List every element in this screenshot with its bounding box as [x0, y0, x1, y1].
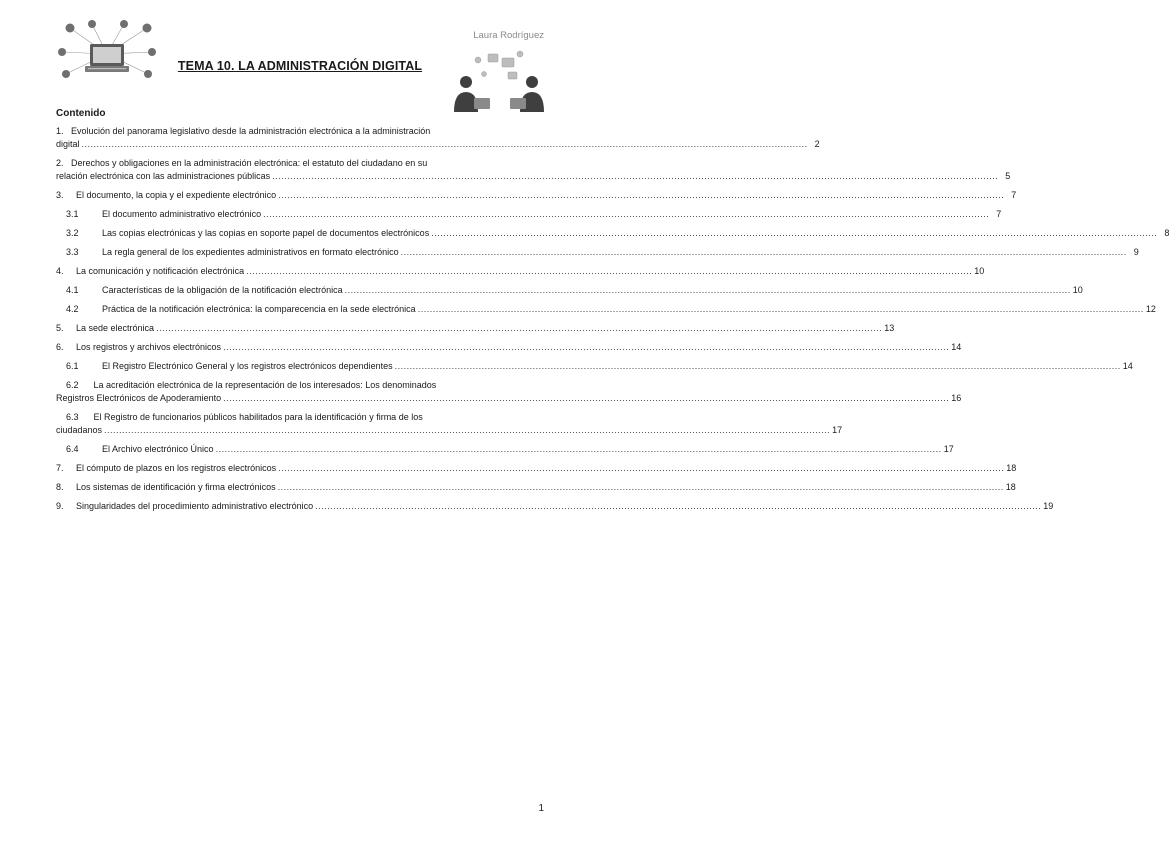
dot-leader	[223, 341, 949, 354]
toc-entry-6-3[interactable]	[56, 411, 843, 437]
toc-page-number: 19	[1043, 501, 1054, 511]
dot-leader	[395, 360, 1121, 373]
toc-page-number: 13	[884, 323, 895, 333]
dot-leader	[401, 246, 1127, 259]
toc-entry-7[interactable]	[56, 462, 1017, 475]
toc-page-number: 17	[943, 444, 954, 454]
toc-text: El documento administrativo electrónico	[102, 209, 262, 219]
toc-text: Evolución del panorama legislativo desde la administración electrónica a la administración	[71, 126, 431, 136]
table-of-contents	[56, 108, 1169, 519]
toc-number: 1.	[56, 126, 64, 136]
toc-number: 3.1	[66, 209, 79, 219]
toc-page-number: 18	[1005, 482, 1016, 492]
toc-text: Práctica de la notificación electrónica: la comparecencia en la sede electrónica	[102, 304, 416, 314]
toc-number: 6.3	[66, 412, 79, 422]
document-title: TEMA 10. LA ADMINISTRACIÓN DIGITAL	[177, 59, 423, 73]
toc-page-number: 14	[951, 342, 962, 352]
toc-page-number: 7	[1011, 190, 1017, 200]
toc-entry-4-1[interactable]	[56, 284, 1083, 297]
toc-entry-4[interactable]	[56, 265, 985, 278]
toc-entry-4-2[interactable]	[56, 303, 1156, 316]
toc-entry-3-3[interactable]	[56, 246, 1139, 259]
toc-number: 3.3	[66, 247, 79, 257]
toc-text-continued: digital	[56, 139, 80, 149]
dot-leader	[431, 227, 1157, 240]
toc-text: Características de la obligación de la notificación electrónica	[102, 285, 343, 295]
toc-page-number: 10	[1072, 285, 1083, 295]
toc-entry-6-4[interactable]	[56, 443, 954, 456]
toc-number: 5.	[56, 323, 64, 333]
dot-leader	[278, 481, 1004, 494]
toc-text: Singularidades del procedimiento administrativo electrónico	[76, 501, 314, 511]
dot-leader	[278, 462, 1004, 475]
toc-text: La acreditación electrónica de la representación de los interesados: Los denominados	[93, 380, 437, 390]
toc-text: El cómputo de plazos en los registros electrónicos	[76, 463, 277, 473]
dot-leader	[315, 500, 1041, 513]
dot-leader	[223, 392, 949, 405]
dot-leader	[272, 170, 998, 183]
toc-entry-6-2[interactable]	[56, 379, 962, 405]
dot-leader	[216, 443, 942, 456]
toc-entry-9[interactable]	[56, 500, 1054, 513]
toc-heading: Contenido	[56, 108, 106, 119]
toc-entry-6[interactable]	[56, 341, 962, 354]
author-name: Laura Rodríguez	[473, 30, 544, 41]
toc-text-continued: ciudadanos	[56, 425, 103, 435]
toc-text: El Registro de funcionarios públicos habilitados para la identificación y firma de los	[93, 412, 423, 422]
toc-text: Derechos y obligaciones en la administración electrónica: el estatuto del ciudadano en su	[71, 158, 428, 168]
toc-page-number: 14	[1122, 361, 1133, 371]
toc-page-number: 2	[814, 139, 820, 149]
toc-number: 6.1	[66, 361, 79, 371]
dot-leader	[246, 265, 972, 278]
toc-text: La sede electrónica	[76, 323, 155, 333]
toc-number: 4.	[56, 266, 64, 276]
dot-leader	[418, 303, 1144, 316]
toc-number: 7.	[56, 463, 64, 473]
toc-number: 4.1	[66, 285, 79, 295]
toc-entry-3-1[interactable]	[56, 208, 1002, 221]
toc-number: 8.	[56, 482, 64, 492]
dot-leader	[104, 424, 830, 437]
toc-text-continued: Registros Electrónicos de Apoderamiento	[56, 393, 222, 403]
toc-entry-3-2[interactable]	[56, 227, 1169, 240]
page-number: 1	[538, 803, 544, 814]
toc-text-continued: relación electrónica con las administraciones públicas	[56, 171, 271, 181]
network-laptop-illustration	[52, 18, 162, 84]
toc-entry-3[interactable]	[56, 189, 1017, 202]
toc-page-number: 10	[974, 266, 985, 276]
toc-number: 3.2	[66, 228, 79, 238]
toc-text: Los sistemas de identificación y firma electrónicos	[76, 482, 276, 492]
toc-number: 2.	[56, 158, 64, 168]
toc-number: 4.2	[66, 304, 79, 314]
dot-leader	[263, 208, 989, 221]
toc-text: La regla general de los expedientes administrativos en formato electrónico	[102, 247, 399, 257]
toc-entry-6-1[interactable]	[56, 360, 1133, 373]
toc-page-number: 9	[1133, 247, 1139, 257]
toc-text: El Registro Electrónico General y los registros electrónicos dependientes	[102, 361, 393, 371]
toc-page-number: 17	[832, 425, 843, 435]
toc-page-number: 7	[996, 209, 1002, 219]
toc-page-number: 8	[1164, 228, 1169, 238]
toc-text: El Archivo electrónico Único	[102, 444, 214, 454]
toc-page-number: 5	[1005, 171, 1011, 181]
toc-number: 9.	[56, 501, 64, 511]
toc-number: 6.4	[66, 444, 79, 454]
people-working-illustration	[450, 48, 550, 114]
toc-number: 6.	[56, 342, 64, 352]
toc-page-number: 16	[951, 393, 962, 403]
toc-entry-2[interactable]	[56, 157, 1011, 183]
toc-text: El documento, la copia y el expediente electrónico	[76, 190, 277, 200]
toc-entry-8[interactable]	[56, 481, 1016, 494]
toc-text: Los registros y archivos electrónicos	[76, 342, 222, 352]
toc-entry-1[interactable]	[56, 125, 820, 151]
toc-entry-5[interactable]	[56, 322, 895, 335]
toc-text: Las copias electrónicas y las copias en soporte papel de documentos electrónicos	[102, 228, 430, 238]
toc-text: La comunicación y notificación electrónica	[76, 266, 245, 276]
toc-number: 6.2	[66, 380, 79, 390]
dot-leader	[82, 138, 808, 151]
toc-page-number: 18	[1006, 463, 1017, 473]
toc-number: 3.	[56, 190, 64, 200]
dot-leader	[156, 322, 882, 335]
dot-leader	[278, 189, 1004, 202]
dot-leader	[345, 284, 1071, 297]
toc-page-number: 12	[1145, 304, 1156, 314]
